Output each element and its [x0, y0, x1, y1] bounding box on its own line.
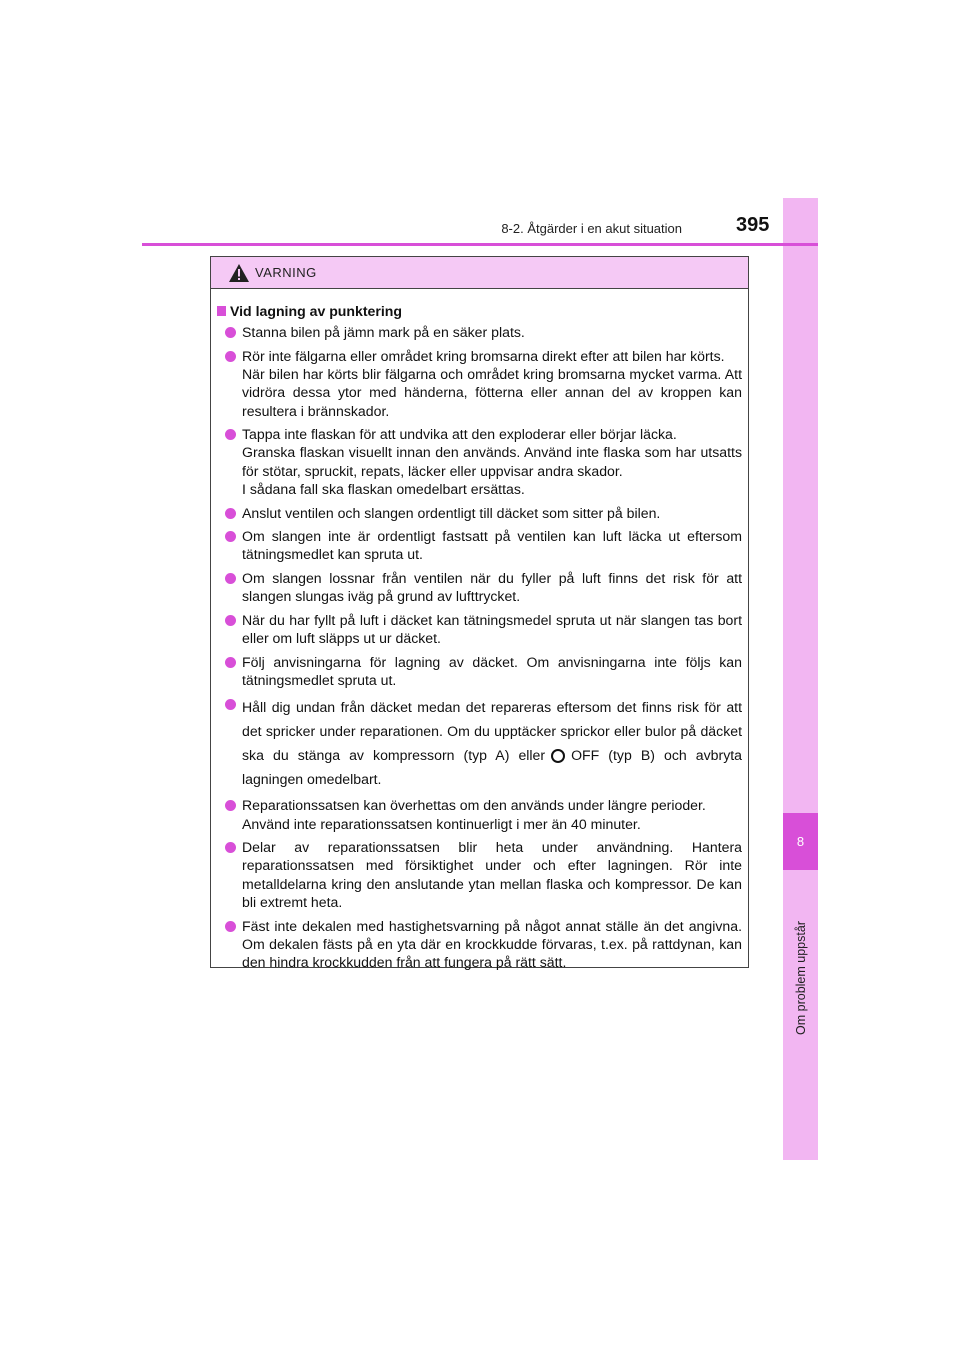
- bullet-dot-icon: [225, 699, 236, 710]
- section-header: 8-2. Åtgärder i en akut situation: [501, 221, 682, 236]
- warning-title: VARNING: [255, 265, 317, 280]
- bullet-dot-icon: [225, 800, 236, 811]
- warning-list: [217, 323, 742, 971]
- list-item: [217, 917, 742, 972]
- list-item-text: Delar av reparationssatsen blir heta under användning. Hantera reparationssatsen med försiktighet under och efter lagningen. Rör inte metalldelarna kring den anslutande ytan mellan flaska och kompressor. De kan bli extremt heta.: [242, 839, 742, 910]
- list-item-text: Rör inte fälgarna eller området kring bromsarna direkt efter att bilen har körts.: [242, 347, 725, 364]
- bullet-dot-icon: [225, 842, 236, 853]
- list-item: [217, 611, 742, 647]
- list-item-text: Om slangen lossnar från ventilen när du fyller på luft finns det risk för att slangen slungas iväg på grund av lufttrycket.: [242, 570, 742, 605]
- power-switch-icon: [551, 749, 565, 763]
- bullet-dot-icon: [225, 508, 236, 519]
- list-item-text: Granska flaskan visuellt innan den används. Använd inte flaska som har utsatts för stötar, spruckit, repats, läcker eller uppvisar andra skador.: [242, 444, 742, 479]
- list-item: [217, 653, 742, 689]
- warning-triangle-icon: [228, 263, 250, 283]
- bullet-dot-icon: [225, 351, 236, 362]
- chapter-number: 8: [783, 813, 818, 870]
- warning-header: [211, 257, 748, 289]
- bullet-dot-icon: [225, 327, 236, 338]
- list-item-text: Håll dig undan från däcket medan det repareras eftersom det finns risk för att det spricker under reparationen. Om du upptäcker sprickor eller bulor på däcket ska du stänga av kompressorn (typ A) eller: [242, 698, 742, 763]
- list-item: [217, 569, 742, 605]
- list-item: [217, 425, 742, 498]
- bullet-dot-icon: [225, 573, 236, 584]
- list-item: [217, 838, 742, 911]
- list-item-text: Använd inte reparationssatsen kontinuerligt i mer än 40 minuter.: [242, 815, 641, 832]
- list-item-text: Följ anvisningarna för lagning av däcket. Om anvisningarna inte följs kan tätningsmedlet spruta ut.: [242, 653, 742, 689]
- list-item: [217, 527, 742, 563]
- chapter-title-text: Om problem uppstår: [793, 921, 808, 1035]
- section-heading: [217, 302, 742, 320]
- list-item-text: Anslut ventilen och slangen ordentligt till däcket som sitter på bilen.: [242, 504, 661, 521]
- list-item: [217, 695, 742, 791]
- list-item-text: Tappa inte flaskan för att undvika att den exploderar eller börjar läcka.: [242, 426, 677, 443]
- list-item-text: Fäst inte dekalen med hastighetsvarning på något annat ställe än det angivna. Om dekalen fästs på en yta där en krockkudde förvaras, t.ex. på rattdynan, kan den hindra krockkudden från att fungera på rätt sätt.: [242, 917, 742, 970]
- list-item-text: I sådana fall ska flaskan omedelbart ersättas.: [242, 480, 525, 497]
- list-item-text: Stanna bilen på jämn mark på en säker plats.: [242, 324, 525, 341]
- list-item-text: OFF (typ B) och avbryta lagningen omedelbart.: [242, 746, 742, 787]
- list-item: [217, 347, 742, 420]
- list-item: [217, 504, 742, 522]
- header-divider: [142, 243, 818, 246]
- warning-box: [210, 256, 749, 968]
- bullet-dot-icon: [225, 429, 236, 440]
- list-item-text: När du har fyllt på luft i däcket kan tätningsmedel spruta ut när slangen tas bort eller om luft släpps ut ur däcket.: [242, 612, 742, 647]
- bullet-dot-icon: [225, 657, 236, 668]
- list-item: [217, 323, 742, 341]
- list-item: [217, 796, 742, 832]
- bullet-dot-icon: [225, 615, 236, 626]
- page-number: 395: [736, 214, 770, 236]
- bullet-dot-icon: [225, 921, 236, 932]
- warning-body: [211, 289, 748, 971]
- chapter-side-tab: [783, 198, 818, 1160]
- square-bullet-icon: [217, 306, 226, 316]
- chapter-title: [783, 898, 818, 1058]
- list-item-text: Om slangen inte är ordentligt fastsatt på ventilen kan luft läcka ut eftersom tätningsmedlet kan spruta ut.: [242, 528, 742, 563]
- bullet-dot-icon: [225, 531, 236, 542]
- list-item-text: När bilen har körts blir fälgarna och området kring bromsarna mycket varma. Att vidröra dessa ytor med händerna, fötterna eller annan del av kroppen kan resultera i brännskador.: [242, 366, 742, 419]
- section-heading-text: Vid lagning av punktering: [230, 303, 403, 319]
- list-item-text: Reparationssatsen kan överhettas om den används under längre perioder.: [242, 797, 706, 814]
